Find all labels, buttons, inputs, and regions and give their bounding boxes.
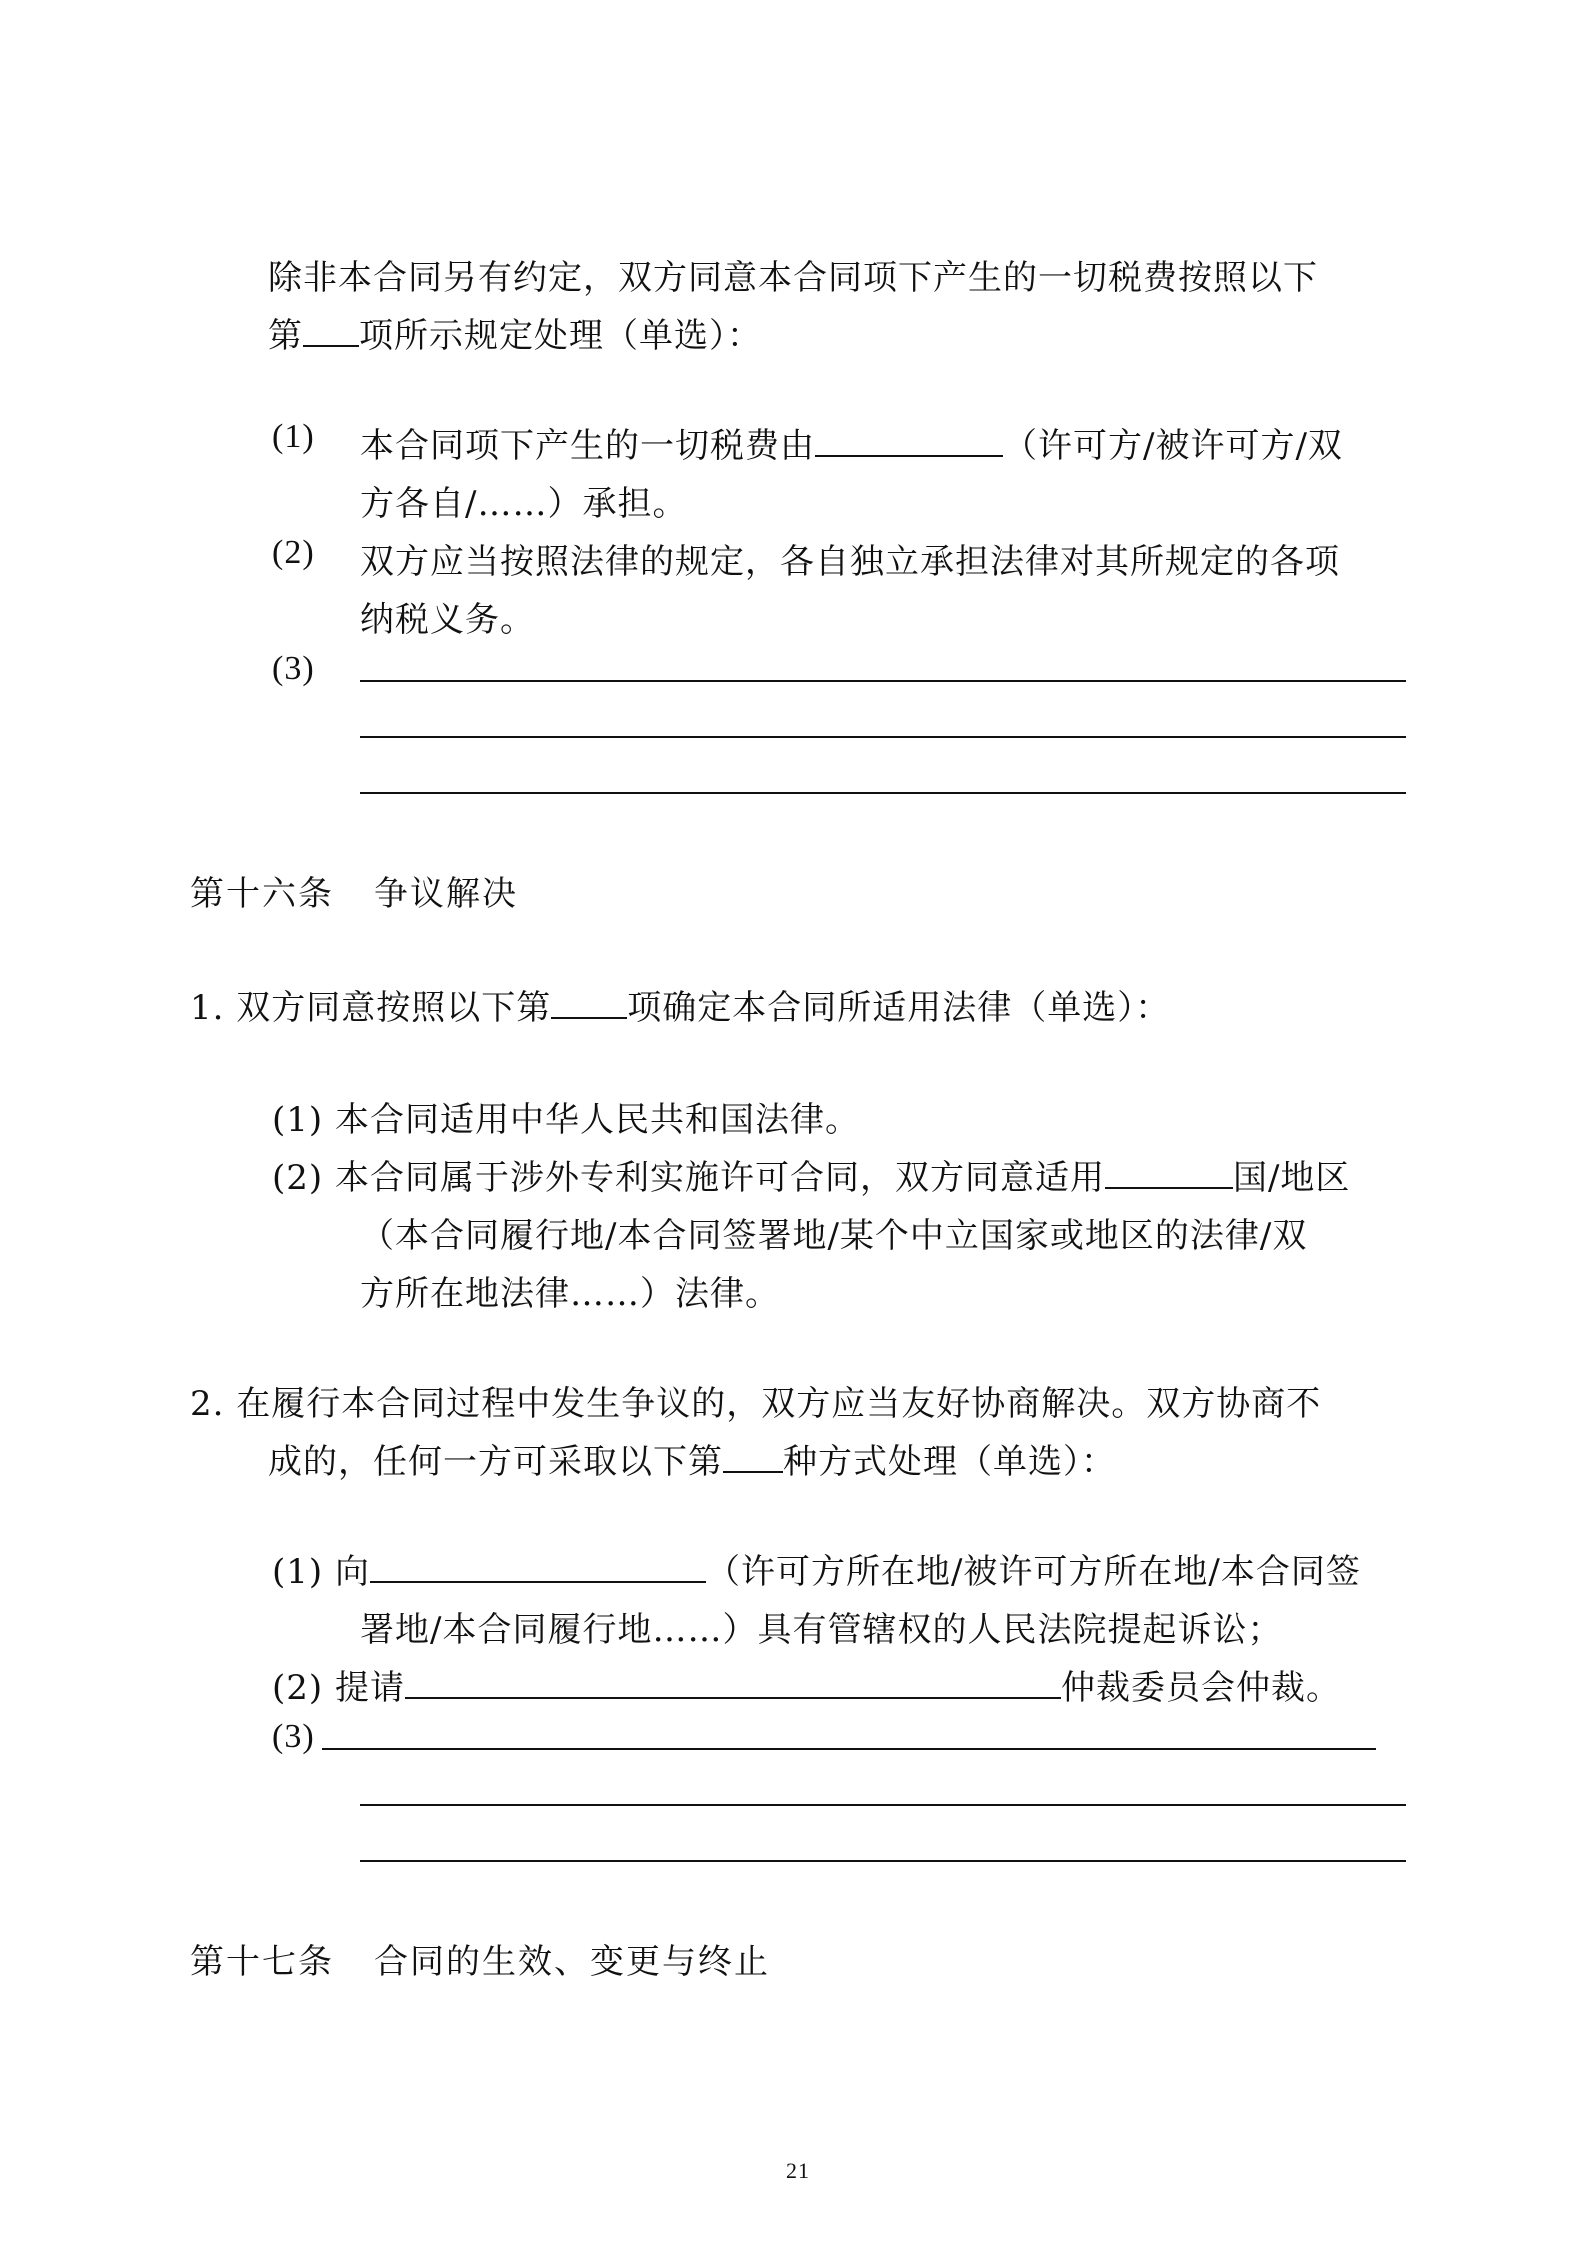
article-16-para-1 bbox=[190, 980, 1170, 1029]
law-option-2-line-1 bbox=[272, 1150, 1350, 1199]
tax-item-2-number: (2) bbox=[272, 534, 315, 571]
tax-option-blank[interactable] bbox=[303, 315, 359, 347]
page-number: 21 bbox=[786, 2158, 810, 2183]
arbitration-commission-blank[interactable] bbox=[405, 1667, 1061, 1699]
article-16-para-2-line-2 bbox=[268, 1434, 1116, 1483]
tax-item-1-options: （许可方/被许可方/双 bbox=[1003, 426, 1343, 466]
tax-item-1-line-2: 方各自/……）承担。 bbox=[360, 484, 688, 524]
article-17-title: 合同的生效、变更与终止 bbox=[374, 1942, 770, 1982]
dispute-way-1-prefix: (1) 向 bbox=[272, 1552, 370, 1592]
dispute-way-1-options: （许可方所在地/被许可方所在地/本合同签 bbox=[705, 1552, 1361, 1592]
tax-item-1-text: 本合同项下产生的一切税费由 bbox=[360, 426, 815, 466]
dispute-way-2-suffix: 仲裁委员会仲裁。 bbox=[1060, 1668, 1341, 1708]
dispute-way-3-blank-line-2[interactable] bbox=[360, 1804, 1406, 1806]
tax-item-3-blank-line-2[interactable] bbox=[360, 736, 1406, 738]
dispute-way-blank[interactable] bbox=[723, 1441, 783, 1473]
tax-intro-prefix: 第 bbox=[268, 316, 303, 356]
article-16-number: 第十六条 bbox=[190, 874, 334, 914]
dispute-way-2-prefix: (2) 提请 bbox=[272, 1668, 405, 1708]
tax-item-3-blank-line-1[interactable] bbox=[360, 680, 1406, 682]
article-16-para-2-line-1: 2. 在履行本合同过程中发生争议的，双方应当友好协商解决。双方协商不 bbox=[190, 1384, 1322, 1424]
tax-intro-line-1: 除非本合同另有约定，双方同意本合同项下产生的一切税费按照以下 bbox=[268, 258, 1318, 298]
dispute-way-1-line-1 bbox=[272, 1544, 1361, 1593]
law-option-1: (1) 本合同适用中华人民共和国法律。 bbox=[272, 1100, 860, 1140]
tax-item-1-number: (1) bbox=[272, 418, 315, 455]
dispute-way-1-line-2: 署地/本合同履行地……）具有管辖权的人民法院提起诉讼； bbox=[360, 1610, 1283, 1650]
tax-item-2-line-2: 纳税义务。 bbox=[360, 600, 535, 640]
law-option-2-text: (2) 本合同属于涉外专利实施许可合同，双方同意适用 bbox=[272, 1158, 1105, 1198]
tax-item-3-number: (3) bbox=[272, 650, 315, 687]
law-option-2-line-2: （本合同履行地/本合同签署地/某个中立国家或地区的法律/双 bbox=[360, 1216, 1308, 1256]
court-location-blank[interactable] bbox=[370, 1551, 706, 1583]
dispute-way-3-number: (3) bbox=[272, 1718, 315, 1755]
article-16-heading bbox=[190, 866, 518, 915]
tax-intro-line-2 bbox=[268, 308, 762, 357]
dispute-way-prefix: 成的，任何一方可采取以下第 bbox=[268, 1442, 723, 1482]
tax-item-3-blank-line-3[interactable] bbox=[360, 792, 1406, 794]
tax-item-1-line-1 bbox=[360, 418, 1343, 467]
dispute-way-suffix: 种方式处理（单选）： bbox=[783, 1442, 1116, 1482]
article-16-title: 争议解决 bbox=[374, 874, 518, 914]
dispute-way-3-blank-line-3[interactable] bbox=[360, 1860, 1406, 1862]
country-region-blank[interactable] bbox=[1105, 1157, 1233, 1189]
law-choice-prefix: 1. 双方同意按照以下第 bbox=[190, 988, 552, 1028]
dispute-way-3-blank-line-1[interactable] bbox=[322, 1748, 1376, 1750]
dispute-way-2 bbox=[272, 1660, 1341, 1709]
tax-item-2-line-1: 双方应当按照法律的规定，各自独立承担法律对其所规定的各项 bbox=[360, 542, 1340, 582]
law-option-2-country: 国/地区 bbox=[1232, 1158, 1351, 1198]
law-choice-blank[interactable] bbox=[551, 987, 627, 1019]
law-option-2-line-3: 方所在地法律……）法律。 bbox=[360, 1274, 780, 1314]
article-17-number: 第十七条 bbox=[190, 1942, 334, 1982]
tax-bearer-blank[interactable] bbox=[815, 425, 1003, 457]
article-17-heading bbox=[190, 1934, 770, 1983]
tax-intro-suffix: 项所示规定处理（单选）： bbox=[359, 316, 762, 356]
law-choice-suffix: 项确定本合同所适用法律（单选）： bbox=[627, 988, 1171, 1028]
